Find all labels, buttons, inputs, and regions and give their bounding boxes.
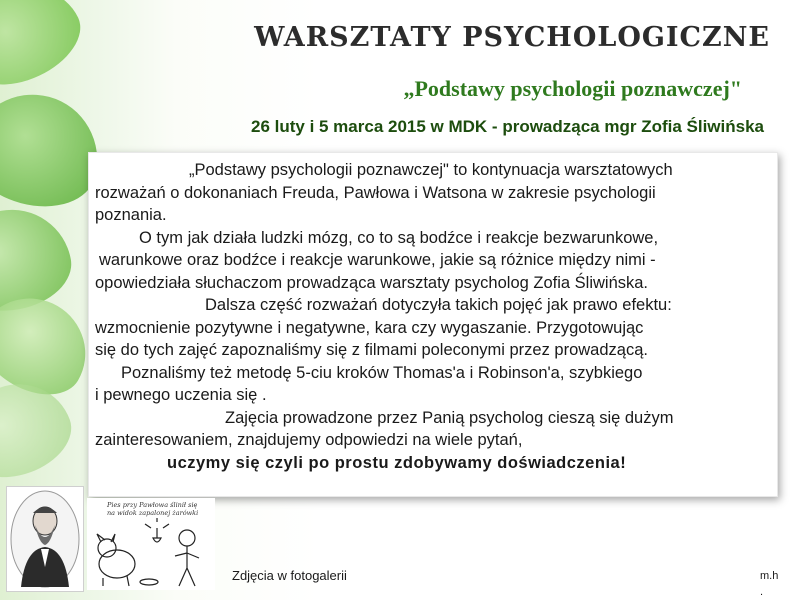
leaf-decoration xyxy=(0,0,93,101)
article-line: poznania. xyxy=(95,206,167,224)
author-initials xyxy=(760,568,778,600)
author-dot: . xyxy=(760,586,764,598)
article-line: Zajęcia prowadzone przez Panią psycholog cieszą się dużym xyxy=(225,408,674,427)
article-line: rozważań o dokonaniach Freuda, Pawłowa i Watsona w zakresie psychologii xyxy=(95,183,656,202)
workshop-subtitle: „Podstawy psychologii poznawczej" xyxy=(403,76,742,101)
article-highlight: uczymy się czyli po prostu zdobywamy doświadczenia! xyxy=(167,453,627,472)
article-line: się do tych zajęć zapoznaliśmy się z filmami poleconymi przez prowadzącą. xyxy=(95,341,648,359)
article-line: O tym jak działa ludzki mózg, co to są bodźce i reakcje bezwarunkowe, xyxy=(139,228,659,247)
pavlov-portrait-icon[interactable] xyxy=(6,486,84,592)
article-line: opowiedziała słuchaczom prowadząca warsztaty psycholog Zofia Śliwińska. xyxy=(95,273,649,292)
page-title: WARSZTATY PSYCHOLOGICZNE xyxy=(254,22,770,53)
author-name: m.h xyxy=(760,570,779,582)
article-line: Dalsza część rozważań dotyczyła takich pojęć jak prawo efektu: xyxy=(205,296,672,314)
workshop-dates: 26 luty i 5 marca 2015 w MDK - prowadząca mgr Zofia Śliwińska xyxy=(250,117,764,136)
cartoon-caption: Pies przy Pawłowa ślinił się na widok zapalonej żarówki xyxy=(107,501,199,517)
pavlov-dog-cartoon-icon[interactable] xyxy=(87,498,215,590)
article-line: zainteresowaniem, znajdujemy odpowiedzi na wiele pytań, xyxy=(95,431,523,449)
article-line: warunkowe oraz bodźce i reakcje warunkowe, jakie są różnice między nimi - xyxy=(99,251,656,269)
article-line: wzmocnienie pozytywne i negatywne, kara czy wygaszanie. Przygotowując xyxy=(95,318,644,337)
photo-gallery-note: Zdjęcia w fotogalerii xyxy=(232,568,347,583)
article-line: „Podstawy psychologii poznawczej" to kontynuacja warsztatowych xyxy=(189,161,673,179)
article-line: i pewnego uczenia się . xyxy=(95,386,267,404)
article-card xyxy=(88,152,778,497)
portrait-drawing xyxy=(7,487,83,591)
article-line: Poznaliśmy też metodę 5-ciu kroków Thomas'a i Robinson'a, szybkiego xyxy=(121,363,643,382)
